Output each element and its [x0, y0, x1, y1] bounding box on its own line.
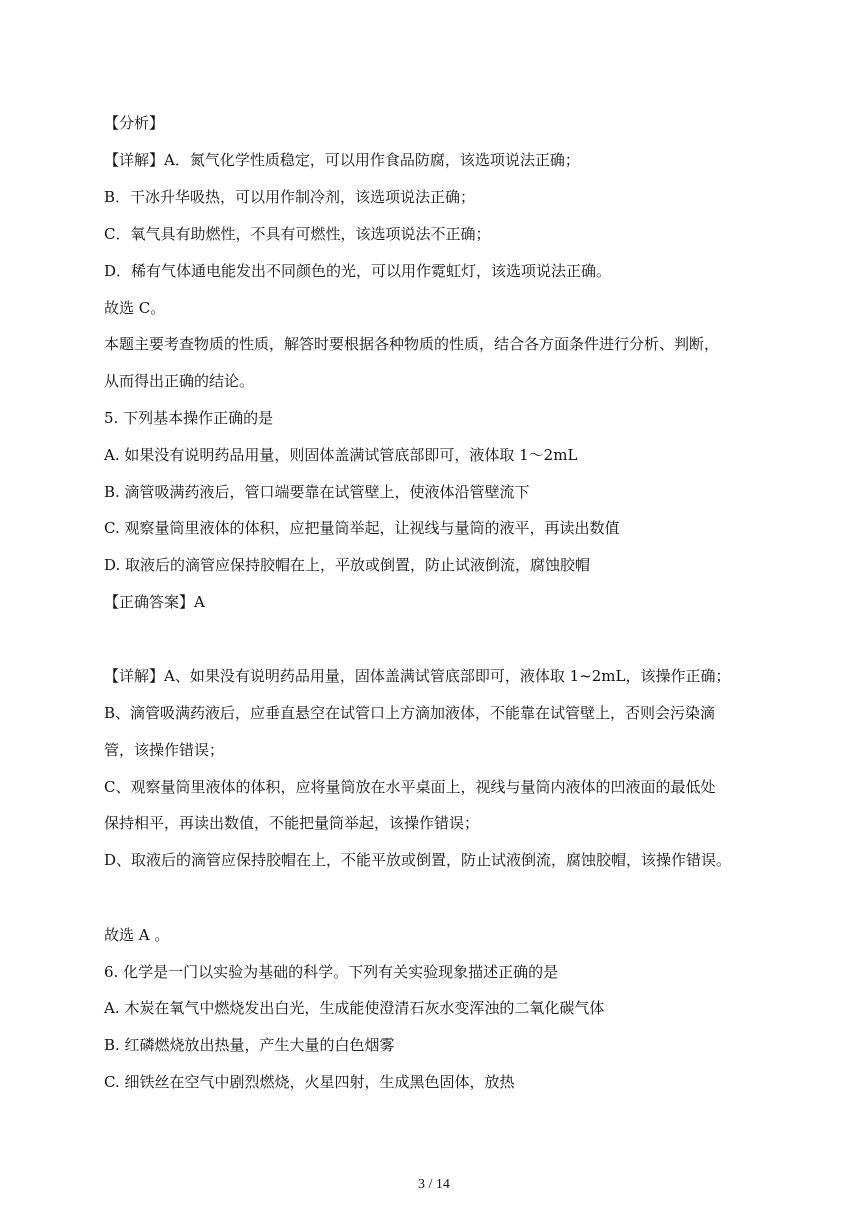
- explanation-line-d: D．稀有气体通电能发出不同颜色的光，可以用作霓虹灯，该选项说法正确。: [104, 262, 612, 280]
- question-5-detail-d: D、取液后的滴管应保持胶帽在上，不能平放或倒置，防止试液倒流，腐蚀胶帽，该操作错误。: [104, 851, 732, 869]
- explanation-line-a: 【详解】A．氮气化学性质稳定，可以用作食品防腐，该选项说法正确；: [104, 151, 580, 169]
- question-5-option-b: B. 滴管吸满药液后，管口端要靠在试管壁上，使液体沿管壁流下: [104, 483, 530, 501]
- question-5-option-c: C. 观察量筒里液体的体积，应把量筒举起，让视线与量筒的液平，再读出数值: [104, 519, 620, 537]
- question-5-option-a: A. 如果没有说明药品用量，则固体盖满试管底部即可，液体取 1～2mL: [104, 446, 578, 464]
- question-5-correct-answer: 【正确答案】A: [104, 593, 205, 611]
- explanation-line-b: B．干冰升华吸热，可以用作制冷剂，该选项说法正确；: [104, 188, 476, 206]
- question-5-detail-c-1: C、观察量筒里液体的体积，应将量筒放在水平桌面上，视线与量筒内液体的凹液面的最低处: [104, 778, 716, 796]
- question-6-option-a: A. 木炭在氧气中燃烧发出白光，生成能使澄清石灰水变浑浊的二氧化碳气体: [104, 999, 605, 1017]
- question-5-detail-c-2: 保持相平，再读出数值，不能把量筒举起，该操作错误；: [104, 814, 480, 832]
- summary-line-2: 从而得出正确的结论。: [104, 372, 255, 390]
- question-6-option-b: B. 红磷燃烧放出热量，产生大量的白色烟雾: [104, 1036, 395, 1054]
- question-5-detail-a: 【详解】A、如果没有说明药品用量，固体盖满试管底部即可，液体取 1~2mL，该操作正确；: [104, 667, 731, 685]
- answer-choice-line: 故选 C。: [104, 299, 166, 317]
- explanation-line-c: C．氧气具有助燃性，不具有可燃性，该选项说法不正确；: [104, 225, 491, 243]
- question-5-detail-b-2: 管，该操作错误；: [104, 741, 225, 759]
- page-number: 3 / 14: [418, 1177, 450, 1192]
- question-6-option-c: C. 细铁丝在空气中剧烈燃烧，火星四射，生成黑色固体，放热: [104, 1073, 515, 1091]
- question-6-stem: 6. 化学是一门以实验为基础的科学。下列有关实验现象描述正确的是: [104, 963, 559, 981]
- question-5-option-d: D. 取液后的滴管应保持胶帽在上，平放或倒置，防止试液倒流，腐蚀胶帽: [104, 556, 591, 574]
- analysis-heading: 【分析】: [104, 114, 165, 132]
- question-5-stem: 5. 下列基本操作正确的是: [104, 409, 274, 427]
- question-5-answer-choice: 故选 A 。: [104, 926, 170, 944]
- summary-line-1: 本题主要考查物质的性质，解答时要根据各种物质的性质，结合各方面条件进行分析、判断，: [104, 335, 720, 353]
- question-5-detail-b-1: B、滴管吸满药液后，应垂直悬空在试管口上方滴加液体，不能靠在试管壁上，否则会污染滴: [104, 704, 716, 722]
